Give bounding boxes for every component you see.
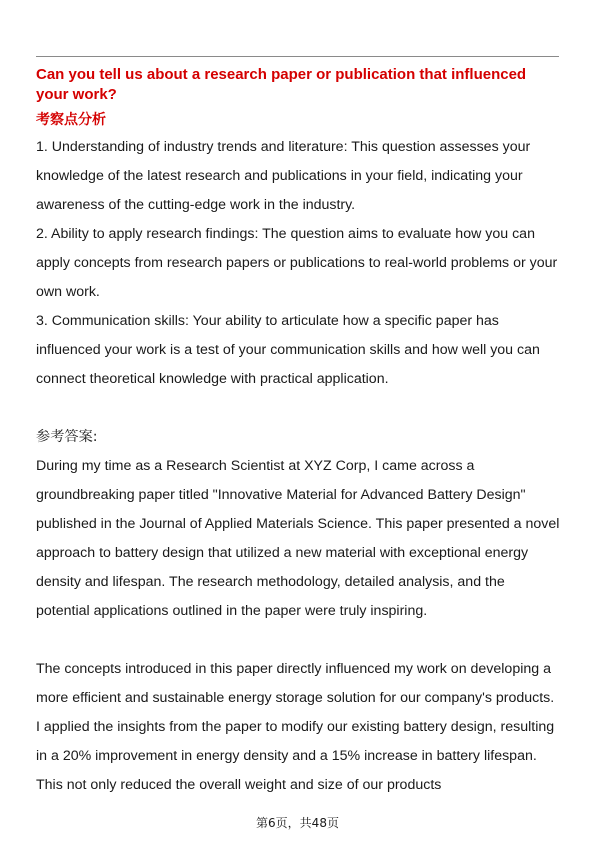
spacer xyxy=(36,394,561,423)
spacer xyxy=(36,626,561,655)
analysis-point-3: 3. Communication skills: Your ability to articulate how a specific paper has influenced your work is a test of your communication skills and how well you can connect theoretical knowledge with practical application. xyxy=(36,313,540,387)
question-title: Can you tell us about a research paper or publication that influenced your work? xyxy=(36,66,527,103)
page-number-footer: 第6页，共48页 xyxy=(256,816,339,830)
analysis-heading: 考察点分析 xyxy=(36,112,106,128)
analysis-point-1: 1. Understanding of industry trends and literature: This question assesses your knowledge of the latest research and publications in your field, indicating your awareness of the cutting-edge work in the industry. xyxy=(36,139,531,213)
analysis-point-2: 2. Ability to apply research findings: The question aims to evaluate how you can apply concepts from research papers or publications to real-world problems or your own work. xyxy=(36,226,558,300)
answer-paragraph-1: During my time as a Research Scientist at XYZ Corp, I came across a groundbreaking paper titled "Innovative Material for Advanced Battery Design" published in the Journal of Applied Materials Science. This paper presented a novel approach to battery design that utilized a new material with exceptional energy density and lifespan. The research methodology, detailed analysis, and the potential applications outlined in the paper were truly inspiring. xyxy=(36,458,560,619)
header-rule xyxy=(36,56,559,57)
page-content xyxy=(36,65,561,800)
answer-heading: 参考答案: xyxy=(36,429,98,445)
answer-paragraph-2: The concepts introduced in this paper directly influenced my work on developing a more efficient and sustainable energy storage solution for our company's products. I applied the insights from the paper to modify our existing battery design, resulting in a 20% improvement in energy density and a 15% increase in battery lifespan. This not only reduced the overall weight and size of our products xyxy=(36,661,555,793)
